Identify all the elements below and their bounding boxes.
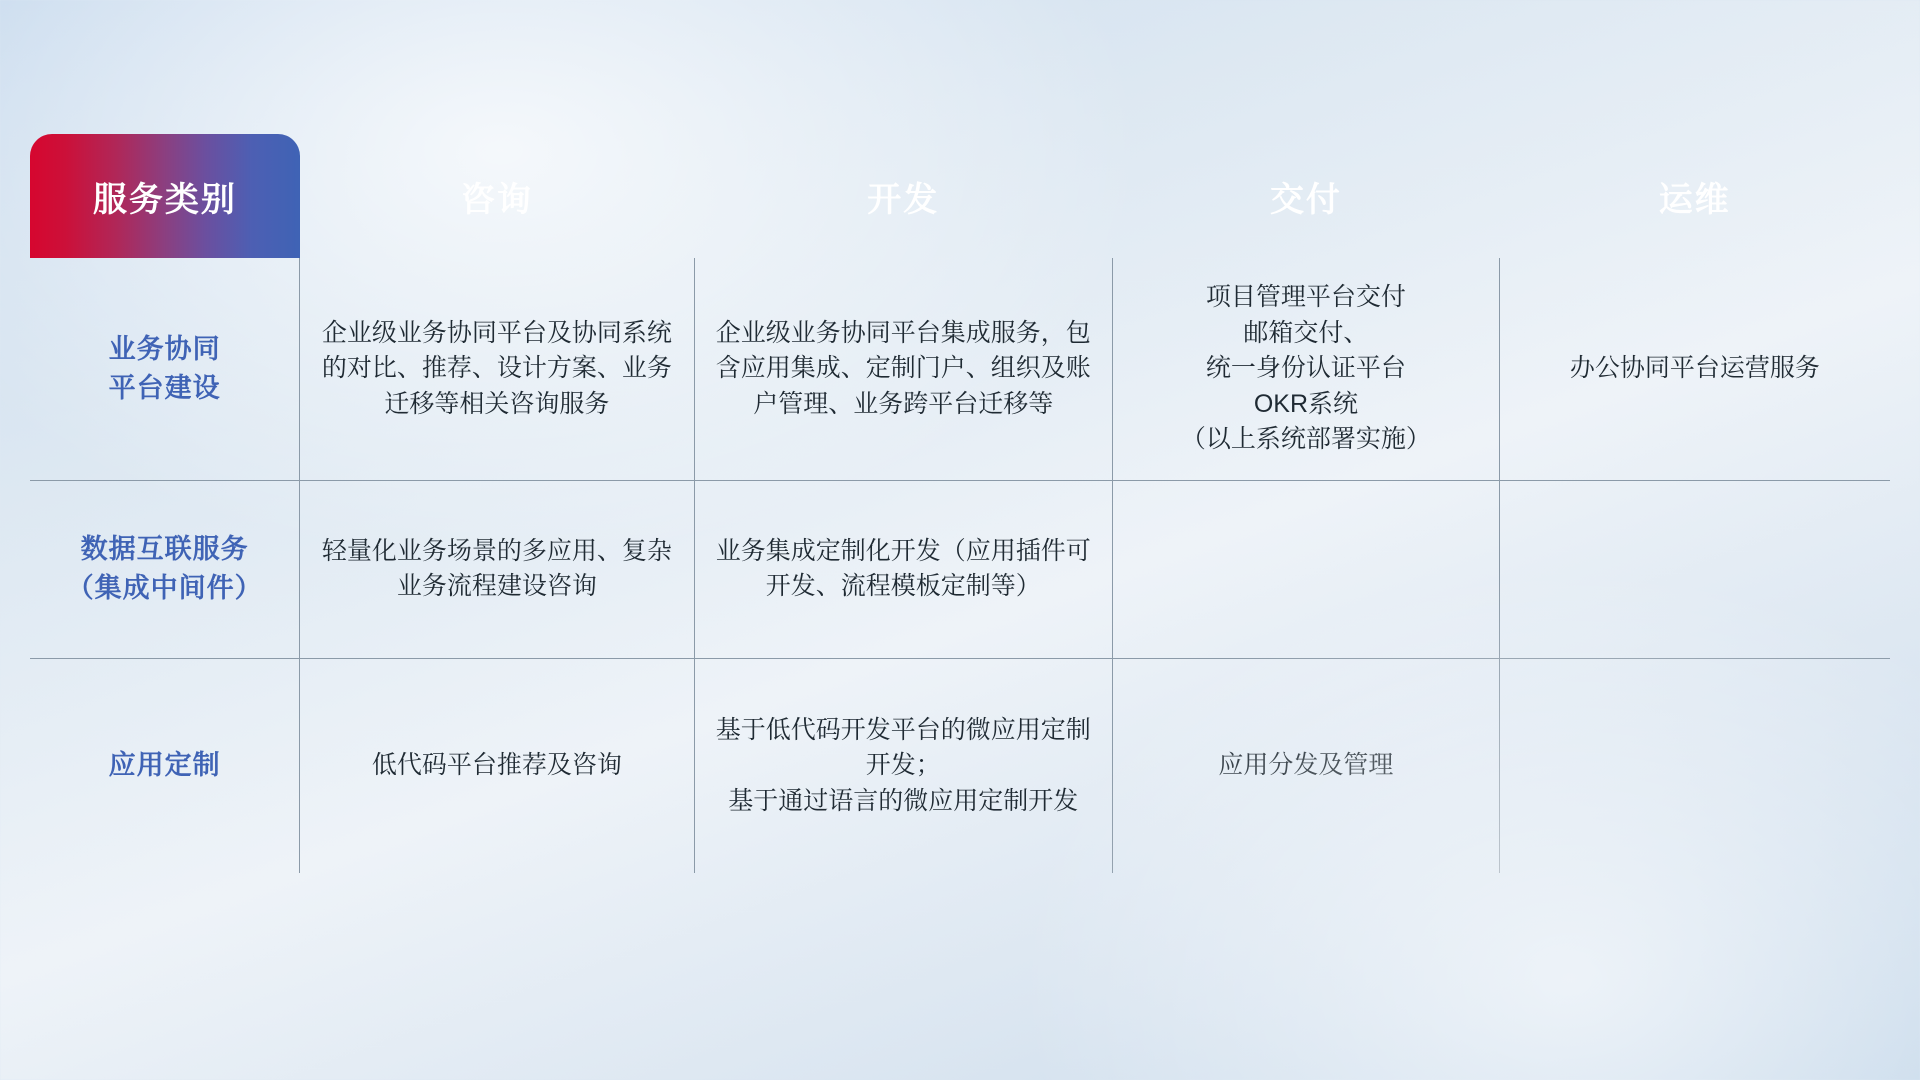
cell-operations — [1499, 658, 1890, 873]
column-header-delivery-label: 交付 — [1269, 180, 1342, 219]
column-header-development — [694, 134, 1113, 258]
cell-consulting: 低代码平台推荐及咨询 — [300, 658, 694, 873]
cell-development-line: 基于通过语言的微应用定制开发 — [728, 786, 1079, 815]
cell-delivery: 应用分发及管理 — [1113, 658, 1500, 873]
column-header-category-label: 服务类别 — [92, 180, 237, 219]
cell-delivery-line: 邮箱交付、 — [1243, 318, 1369, 347]
row-category-cell — [30, 258, 300, 480]
row-category-line1: 业务协同 — [108, 333, 221, 364]
column-header-consulting-label: 咨询 — [460, 180, 533, 219]
service-matrix-table — [30, 134, 1890, 873]
row-category-cell — [30, 658, 300, 873]
row-category-line2: 平台建设 — [108, 372, 221, 403]
cell-delivery — [1113, 258, 1500, 480]
cell-delivery-line: 项目管理平台交付 — [1205, 283, 1406, 311]
row-category-cell — [30, 480, 300, 658]
cell-delivery-line: 统一身份认证平台 — [1205, 354, 1406, 382]
row-category-line2: （集成中间件） — [66, 573, 263, 603]
table-header — [30, 134, 1890, 258]
cell-consulting: 企业级业务协同平台及协同系统的对比、推荐、设计方案、业务迁移等相关咨询服务 — [300, 258, 694, 480]
table-row — [30, 658, 1890, 873]
table-header-row — [30, 134, 1890, 258]
row-category-line1: 数据互联服务 — [80, 533, 249, 564]
column-header-delivery — [1113, 134, 1500, 258]
column-header-development-label: 开发 — [867, 180, 940, 219]
cell-operations — [1499, 480, 1890, 658]
column-header-category — [30, 134, 300, 258]
cell-delivery-line: OKR系统 — [1253, 389, 1359, 418]
service-matrix-table-container — [30, 134, 1890, 873]
cell-consulting: 轻量化业务场景的多应用、复杂业务流程建设咨询 — [300, 480, 694, 658]
cell-development — [694, 658, 1113, 873]
cell-delivery — [1113, 480, 1500, 658]
cell-development: 业务集成定制化开发（应用插件可开发、流程模板定制等） — [694, 480, 1113, 658]
table-row — [30, 258, 1890, 480]
column-header-consulting — [300, 134, 694, 258]
table-row — [30, 480, 1890, 658]
table-body — [30, 258, 1890, 873]
cell-delivery-line: （以上系统部署实施） — [1180, 425, 1431, 453]
cell-development-line: 基于低代码开发平台的微应用定制开发； — [715, 715, 1091, 779]
row-category-line1: 应用定制 — [108, 750, 221, 781]
cell-development: 企业级业务协同平台集成服务，包含应用集成、定制门户、组织及账户管理、业务跨平台迁移等 — [694, 258, 1113, 480]
column-header-operations-label: 运维 — [1658, 180, 1731, 219]
column-header-operations — [1499, 134, 1890, 258]
cell-operations: 办公协同平台运营服务 — [1499, 258, 1890, 480]
